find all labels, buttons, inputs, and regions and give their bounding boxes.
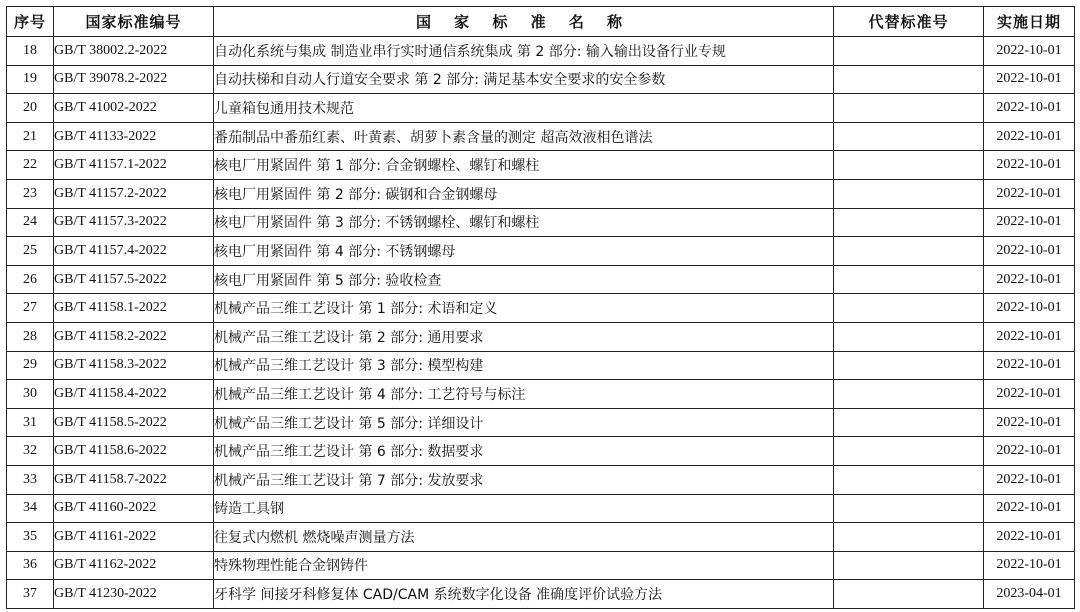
cell-effective-date: 2022-10-01	[984, 408, 1075, 437]
cell-effective-date: 2022-10-01	[984, 437, 1075, 466]
cell-replaces	[834, 580, 984, 609]
cell-seq: 26	[7, 265, 54, 294]
header-code: 国家标准编号	[54, 7, 214, 37]
cell-replaces	[834, 237, 984, 266]
cell-seq: 18	[7, 37, 54, 66]
table-row	[7, 237, 1075, 266]
cell-effective-date: 2022-10-01	[984, 237, 1075, 266]
cell-standard-code: GB/T 41157.2-2022	[54, 179, 214, 208]
cell-effective-date: 2022-10-01	[984, 551, 1075, 580]
table-row	[7, 465, 1075, 494]
cell-effective-date: 2022-10-01	[984, 65, 1075, 94]
cell-effective-date: 2022-10-01	[984, 494, 1075, 523]
cell-replaces	[834, 465, 984, 494]
cell-replaces	[834, 494, 984, 523]
cell-standard-code: GB/T 41158.5-2022	[54, 408, 214, 437]
cell-replaces	[834, 265, 984, 294]
cell-replaces	[834, 351, 984, 380]
cell-standard-code: GB/T 41158.1-2022	[54, 294, 214, 323]
table-row	[7, 94, 1075, 123]
cell-replaces	[834, 551, 984, 580]
cell-standard-name: 核电厂用紧固件 第 3 部分: 不锈钢螺栓、螺钉和螺柱	[214, 208, 834, 237]
table-row	[7, 265, 1075, 294]
header-seq: 序号	[7, 7, 54, 37]
cell-seq: 28	[7, 322, 54, 351]
cell-standard-name: 机械产品三维工艺设计 第 1 部分: 术语和定义	[214, 294, 834, 323]
cell-seq: 23	[7, 179, 54, 208]
cell-replaces	[834, 179, 984, 208]
header-row	[7, 7, 1075, 37]
cell-standard-name: 往复式内燃机 燃烧噪声测量方法	[214, 523, 834, 552]
cell-seq: 35	[7, 523, 54, 552]
header-date: 实施日期	[984, 7, 1075, 37]
cell-replaces	[834, 408, 984, 437]
cell-seq: 36	[7, 551, 54, 580]
cell-seq: 20	[7, 94, 54, 123]
cell-replaces	[834, 294, 984, 323]
cell-replaces	[834, 65, 984, 94]
cell-standard-name: 核电厂用紧固件 第 5 部分: 验收检查	[214, 265, 834, 294]
cell-standard-code: GB/T 41157.3-2022	[54, 208, 214, 237]
cell-seq: 21	[7, 122, 54, 151]
cell-standard-code: GB/T 41158.4-2022	[54, 380, 214, 409]
cell-standard-name: 机械产品三维工艺设计 第 6 部分: 数据要求	[214, 437, 834, 466]
cell-effective-date: 2022-10-01	[984, 351, 1075, 380]
cell-effective-date: 2022-10-01	[984, 122, 1075, 151]
cell-standard-name: 核电厂用紧固件 第 4 部分: 不锈钢螺母	[214, 237, 834, 266]
table-row	[7, 580, 1075, 609]
cell-replaces	[834, 322, 984, 351]
cell-standard-code: GB/T 41133-2022	[54, 122, 214, 151]
cell-standard-code: GB/T 41160-2022	[54, 494, 214, 523]
cell-effective-date: 2022-10-01	[984, 37, 1075, 66]
cell-replaces	[834, 523, 984, 552]
cell-effective-date: 2023-04-01	[984, 580, 1075, 609]
cell-seq: 19	[7, 65, 54, 94]
cell-standard-name: 自动扶梯和自动人行道安全要求 第 2 部分: 满足基本安全要求的安全参数	[214, 65, 834, 94]
cell-standard-name: 机械产品三维工艺设计 第 2 部分: 通用要求	[214, 322, 834, 351]
cell-replaces	[834, 122, 984, 151]
cell-replaces	[834, 208, 984, 237]
table-row	[7, 351, 1075, 380]
cell-standard-code: GB/T 39078.2-2022	[54, 65, 214, 94]
table-row	[7, 494, 1075, 523]
cell-standard-code: GB/T 41158.2-2022	[54, 322, 214, 351]
cell-standard-name: 牙科学 间接牙科修复体 CAD/CAM 系统数字化设备 准确度评价试验方法	[214, 580, 834, 609]
table-row	[7, 523, 1075, 552]
cell-seq: 32	[7, 437, 54, 466]
cell-standard-code: GB/T 41157.4-2022	[54, 237, 214, 266]
cell-effective-date: 2022-10-01	[984, 151, 1075, 180]
cell-standard-name: 核电厂用紧固件 第 2 部分: 碳钢和合金钢螺母	[214, 179, 834, 208]
cell-standard-code: GB/T 41157.5-2022	[54, 265, 214, 294]
cell-effective-date: 2022-10-01	[984, 294, 1075, 323]
cell-replaces	[834, 380, 984, 409]
table-row	[7, 37, 1075, 66]
cell-standard-name: 特殊物理性能合金钢铸件	[214, 551, 834, 580]
cell-standard-name: 番茄制品中番茄红素、叶黄素、胡萝卜素含量的测定 超高效液相色谱法	[214, 122, 834, 151]
cell-standard-code: GB/T 41162-2022	[54, 551, 214, 580]
cell-standard-code: GB/T 41161-2022	[54, 523, 214, 552]
cell-effective-date: 2022-10-01	[984, 208, 1075, 237]
cell-standard-name: 机械产品三维工艺设计 第 7 部分: 发放要求	[214, 465, 834, 494]
table-row	[7, 65, 1075, 94]
cell-seq: 31	[7, 408, 54, 437]
cell-effective-date: 2022-10-01	[984, 380, 1075, 409]
cell-seq: 29	[7, 351, 54, 380]
cell-effective-date: 2022-10-01	[984, 265, 1075, 294]
cell-standard-code: GB/T 41158.6-2022	[54, 437, 214, 466]
cell-effective-date: 2022-10-01	[984, 179, 1075, 208]
cell-standard-code: GB/T 38002.2-2022	[54, 37, 214, 66]
cell-standard-name: 机械产品三维工艺设计 第 3 部分: 模型构建	[214, 351, 834, 380]
cell-standard-name: 核电厂用紧固件 第 1 部分: 合金钢螺栓、螺钉和螺柱	[214, 151, 834, 180]
cell-seq: 27	[7, 294, 54, 323]
cell-seq: 22	[7, 151, 54, 180]
cell-seq: 30	[7, 380, 54, 409]
cell-effective-date: 2022-10-01	[984, 523, 1075, 552]
cell-replaces	[834, 437, 984, 466]
header-replaces: 代替标准号	[834, 7, 984, 37]
cell-replaces	[834, 151, 984, 180]
cell-seq: 24	[7, 208, 54, 237]
standards-table	[6, 6, 1075, 609]
cell-standard-code: GB/T 41157.1-2022	[54, 151, 214, 180]
cell-seq: 34	[7, 494, 54, 523]
table-row	[7, 208, 1075, 237]
cell-effective-date: 2022-10-01	[984, 322, 1075, 351]
cell-standard-name: 儿童箱包通用技术规范	[214, 94, 834, 123]
table-row	[7, 122, 1075, 151]
table-row	[7, 380, 1075, 409]
header-name: 国 家 标 准 名 称	[214, 7, 834, 37]
table-row	[7, 151, 1075, 180]
cell-effective-date: 2022-10-01	[984, 465, 1075, 494]
cell-seq: 25	[7, 237, 54, 266]
table-row	[7, 322, 1075, 351]
cell-effective-date: 2022-10-01	[984, 94, 1075, 123]
cell-replaces	[834, 37, 984, 66]
cell-standard-code: GB/T 41230-2022	[54, 580, 214, 609]
table-row	[7, 294, 1075, 323]
cell-standard-name: 机械产品三维工艺设计 第 4 部分: 工艺符号与标注	[214, 380, 834, 409]
table-row	[7, 408, 1075, 437]
cell-seq: 33	[7, 465, 54, 494]
cell-standard-name: 机械产品三维工艺设计 第 5 部分: 详细设计	[214, 408, 834, 437]
cell-seq: 37	[7, 580, 54, 609]
cell-standard-code: GB/T 41158.3-2022	[54, 351, 214, 380]
table-row	[7, 437, 1075, 466]
cell-standard-code: GB/T 41002-2022	[54, 94, 214, 123]
cell-standard-code: GB/T 41158.7-2022	[54, 465, 214, 494]
cell-standard-name: 铸造工具钢	[214, 494, 834, 523]
cell-standard-name: 自动化系统与集成 制造业串行实时通信系统集成 第 2 部分: 输入输出设备行业专规	[214, 37, 834, 66]
table-row	[7, 179, 1075, 208]
table-row	[7, 551, 1075, 580]
cell-replaces	[834, 94, 984, 123]
